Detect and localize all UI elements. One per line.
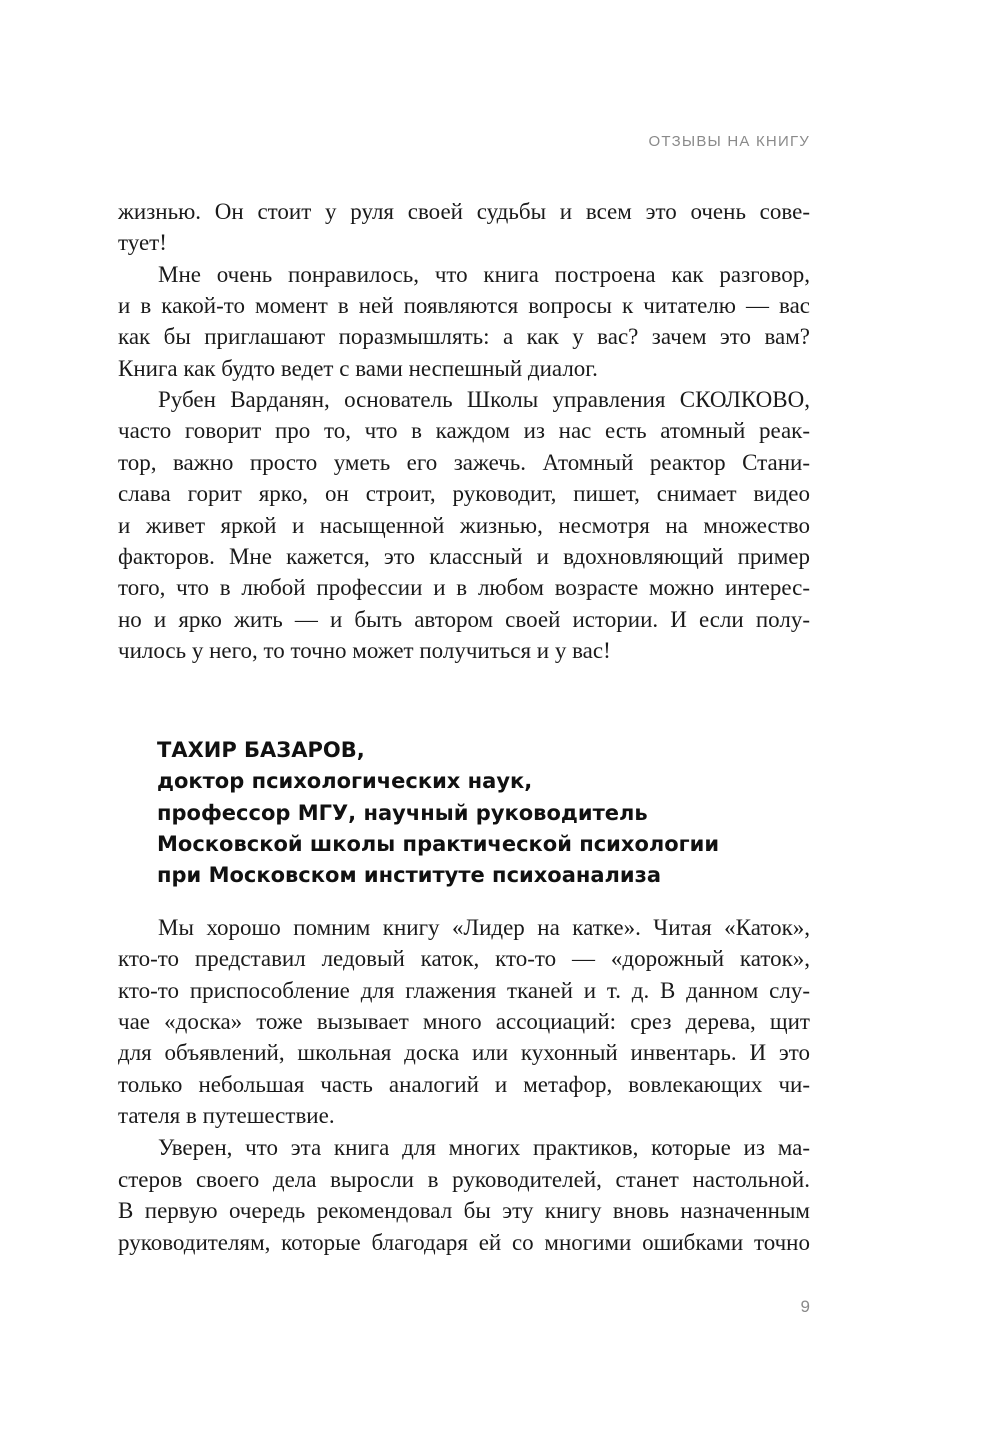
paragraph-line: чае «доска» тоже вызывает много ассоциаций: срез дерева, щит <box>118 1009 810 1035</box>
reviewer-credentials-line: при Московском институте психоанализа <box>157 863 662 888</box>
running-head: ОТЗЫВЫ НА КНИГУ <box>648 133 810 150</box>
reviewer-credentials-line: Московской школы практической психологии <box>157 831 720 856</box>
paragraph-line: руководителям, которые благодаря ей со многими ошибками точно <box>118 1229 810 1255</box>
paragraph-line: кто-то представил ледовый каток, кто-то — «дорожный каток», <box>118 946 810 972</box>
paragraph-line: В первую очередь рекомендовал бы эту книгу вновь назначенным <box>118 1198 810 1224</box>
paragraph-line: тор, важно просто уметь его зажечь. Атомный реактор Стани- <box>118 449 810 475</box>
paragraph-line: но и ярко жить — и быть автором своей истории. И если полу- <box>118 606 810 632</box>
paragraph-line: часто говорит про то, что в каждом из нас есть атомный реак- <box>118 418 810 444</box>
reviewer-credentials-line: профессор МГУ, научный руководитель <box>157 800 648 825</box>
reviewer-credentials-line: доктор психологических наук, <box>157 769 533 794</box>
paragraph-line: Книга как будто ведет с вами неспешный диалог. <box>118 355 598 381</box>
paragraph-line: тателя в путешествие. <box>118 1103 335 1129</box>
paragraph-line: Мы хорошо помним книгу «Лидер на катке». Читая «Каток», <box>158 915 810 940</box>
paragraph-line: для объявлений, школьная доска или кухонный инвентарь. И это <box>118 1040 810 1066</box>
paragraph-line: только небольшая часть аналогий и метафор, вовлекающих чи- <box>118 1071 810 1097</box>
page-number: 9 <box>800 1297 810 1316</box>
paragraph-line: тует! <box>118 230 167 256</box>
paragraph-line: того, что в любой профессии и в любом возрасте можно интерес- <box>118 575 810 601</box>
paragraph-line: Мне очень понравилось, что книга построена как разговор, <box>158 261 810 287</box>
paragraph-line: Уверен, что эта книга для многих практиков, которые из ма- <box>158 1135 810 1161</box>
paragraph-line: жизнью. Он стоит у руля своей судьбы и всем это очень сове- <box>118 199 810 224</box>
paragraph-line: кто-то приспособление для глажения тканей и т. д. В данном слу- <box>118 977 810 1003</box>
paragraph-line: факторов. Мне кажется, это классный и вдохновляющий пример <box>118 543 810 569</box>
paragraph-line: Рубен Варданян, основатель Школы управления СКОЛКОВО, <box>158 387 810 413</box>
paragraph-line: как бы приглашают поразмышлять: а как у вас? зачем это вам? <box>118 324 810 350</box>
paragraph-line: слава горит ярко, он строит, руководит, пишет, снимает видео <box>118 481 810 507</box>
paragraph-line: чилось у него, то точно может получиться и у вас! <box>118 637 611 663</box>
reviewer-name: ТАХИР БАЗАРОВ, <box>157 738 365 762</box>
paragraph-line: и живет яркой и насыщенной жизнью, несмотря на множество <box>118 512 810 538</box>
paragraph-line: и в какой-то момент в ней появляются вопросы к читателю — вас <box>118 293 810 319</box>
paragraph-line: стеров своего дела выросли в руководителей, станет настольной. <box>118 1166 810 1192</box>
